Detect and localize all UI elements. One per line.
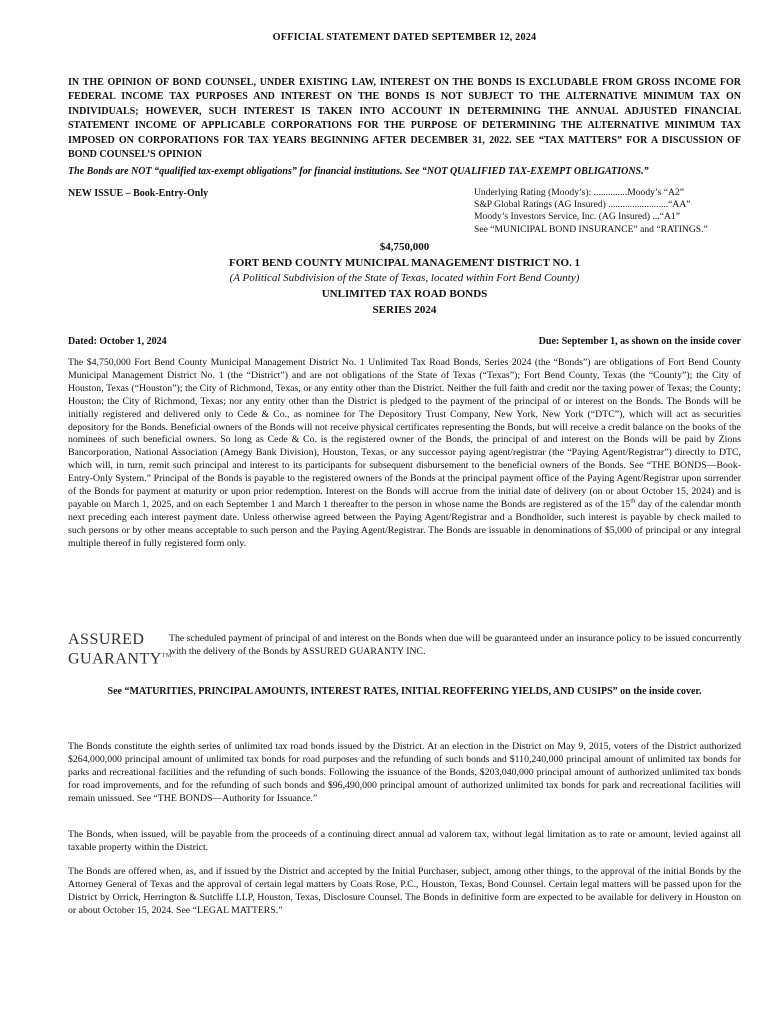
paragraph-text: day of the calendar month next preceding each interest payment date. Unless otherwise agreed between the Paying Agent/Registrar and a Bondholder, such interest is payable by check mailed to such persons or by other means acceptable to such person and the Paying Agent/Registrar. The Bonds are issuable in denominations of $5,000 of principal or any integral multiple thereof in fully registered form only. [68, 498, 741, 549]
bond-series: SERIES 2024 [372, 304, 437, 316]
bond-type: UNLIMITED TAX ROAD BONDS [321, 288, 488, 300]
paragraph-text: The $4,750,000 Fort Bend County Municipal Management District No. 1 Unlimited Tax Road Bonds, Series 2024 (the “Bonds”) are obligations of Fort Bend County Municipal Management District No. 1 (the “District”) and are not obligations of the State of Texas (“Texas”); Fort Bend County, Texas (the “County”); the City of Houston, Texas (“Houston”); the City of Richmond, Texas, or any entity other than the District. Neither the full faith and credit nor the taxing power of Texas; the County; Houston; the City of Richmond, Texas; nor any entity other than the District is pledged to the payment of the principal of or interest on the Bonds. The Bonds will be initially registered and delivered only to Cede & Co., as nominee for The Depository Trust Company, New York, New York (“DTC”), which will act as securities depository for the Bonds. Beneficial owners of the Bonds will not receive physical certificates representing the Bonds, but will receive a credit balance on the books of the nominees of such beneficial owners. So long as Cede & Co. is the registered owner of the Bonds, the principal of and interest on the Bonds will be paid by Zions Bancorporation, National Association (Amegy Bank Division), Houston, Texas, or any successor paying agent/registrar (the “Paying Agent/Registrar”) directly to DTC, which will, in turn, remit such principal and interest to its participants for subsequent disbursement to the beneficial owners of the Bonds. See “THE BONDS—Book-Entry-Only System.” Principal of the Bonds is payable to the registered owners of the Bonds at the principal payment office of the Paying Agent/Registrar upon surrender of the Bonds for payment at maturity or upon prior redemption. Interest on the Bonds will accrue from the initial date of delivery (on or about October 15, 2024) and is payable on March 1, 2025, and on each September 1 and March 1 thereafter to the person in whose name the Bonds are registered as of the 15 [68, 357, 741, 510]
issuer-subdivision: (A Political Subdivision of the State of Texas, located within Fort Bend County) [229, 272, 580, 284]
rating-line: S&P Global Ratings (AG Insured) .........................“AA” [474, 199, 691, 211]
new-issue-label: NEW ISSUE – Book-Entry-Only [68, 188, 209, 199]
bonds-description-paragraph [68, 357, 741, 551]
document-title: OFFICIAL STATEMENT DATED SEPTEMBER 12, 2024 [272, 32, 537, 43]
maturities-reference: See “MATURITIES, PRINCIPAL AMOUNTS, INTEREST RATES, INITIAL REOFFERING YIELDS, AND CUSIPS” on the inside cover. [107, 686, 702, 697]
ordinal-suffix: th [630, 497, 636, 505]
logo-text-line: ASSURED [68, 631, 145, 648]
not-qualified-notice: The Bonds are NOT “qualified tax-exempt obligations” for financial institutions. See “NOT QUALIFIED TAX-EXEMPT OBLIGATIONS.” [68, 166, 649, 177]
rating-line: Moody’s Investors Service, Inc. (AG Insured) ...“A1” [474, 211, 680, 223]
issue-amount: $4,750,000 [379, 241, 430, 253]
insurance-statement: The scheduled payment of principal of and interest on the Bonds when due will be guaranteed under an insurance policy to be issued concurrently with the delivery of the Bonds by ASSURED GUARANTY INC. [169, 633, 742, 657]
offering-paragraph: The Bonds are offered when, as, and if issued by the District and accepted by the Initial Purchaser, subject, among other things, to the approval of the initial Bonds by the Attorney General of Texas and the approval of certain legal matters by Coats Rose, P.C., Houston, Texas, Bond Counsel. Certain legal matters will be passed upon for the District by Orrick, Herrington & Sutcliffe LLP, Houston, Texas, Disclosure Counsel. The Bonds in definitive form are expected to be available for delivery in Houston on or about October 15, 2024. See “LEGAL MATTERS.” [68, 866, 741, 916]
payment-source-paragraph: The Bonds, when issued, will be payable from the proceeds of a continuing direct annual ad valorem tax, without legal limitation as to rate or amount, levied against all taxable property within the District. [68, 829, 741, 853]
authorization-paragraph: The Bonds constitute the eighth series of unlimited tax road bonds issued by the District. At an election in the District on May 9, 2015, voters of the District authorized $264,000,000 principal amount of unlimited tax bonds for road purposes and the refunding of such bonds and $110,240,000 principal amount of unlimited tax bonds for parks and recreational facilities and the refunding of such bonds. Following the issuance of the Bonds, $203,040,000 principal amount of authorized unlimited tax bonds for road improvements, and for the refunding of such bonds and $96,490,000 principal amount of authorized unlimited tax bonds for park and recreational facilities will remain unissued. See “THE BONDS—Authority for Issuance.” [68, 741, 741, 804]
issuer-name: FORT BEND COUNTY MUNICIPAL MANAGEMENT DISTRICT NO. 1 [228, 257, 581, 269]
bond-counsel-opinion: IN THE OPINION OF BOND COUNSEL, UNDER EXISTING LAW, INTEREST ON THE BONDS IS EXCLUDABLE FROM GROSS INCOME FOR FEDERAL INCOME TAX PURPOSES AND INTEREST ON THE BONDS IS NOT SUBJECT TO THE ALTERNATIVE MINIMUM TAX ON INDIVIDUALS; HOWEVER, SUCH INTEREST IS TAKEN INTO ACCOUNT IN DETERMINING THE ANNUAL ADJUSTED FINANCIAL STATEMENT INCOME OF APPLICABLE CORPORATIONS FOR THE PURPOSE OF DETERMINING THE ALTERNATIVE MINIMUM TAX IMPOSED ON CORPORATIONS FOR TAX YEARS BEGINNING AFTER DECEMBER 31, 2022. SEE “TAX MATTERS” FOR A DISCUSSION OF BOND COUNSEL’S OPINION [68, 77, 741, 161]
rating-line: Underlying Rating (Moody’s): ..............Moody’s “A2” [474, 187, 684, 198]
dated-date: Dated: October 1, 2024 [68, 336, 167, 347]
rating-line: See “MUNICIPAL BOND INSURANCE” and “RATINGS.” [474, 223, 708, 235]
due-date: Due: September 1, as shown on the inside cover [538, 336, 741, 347]
ratings-block [474, 187, 708, 236]
logo-text-line: GUARANTY™ [68, 650, 172, 668]
assured-guaranty-logo [68, 631, 172, 668]
